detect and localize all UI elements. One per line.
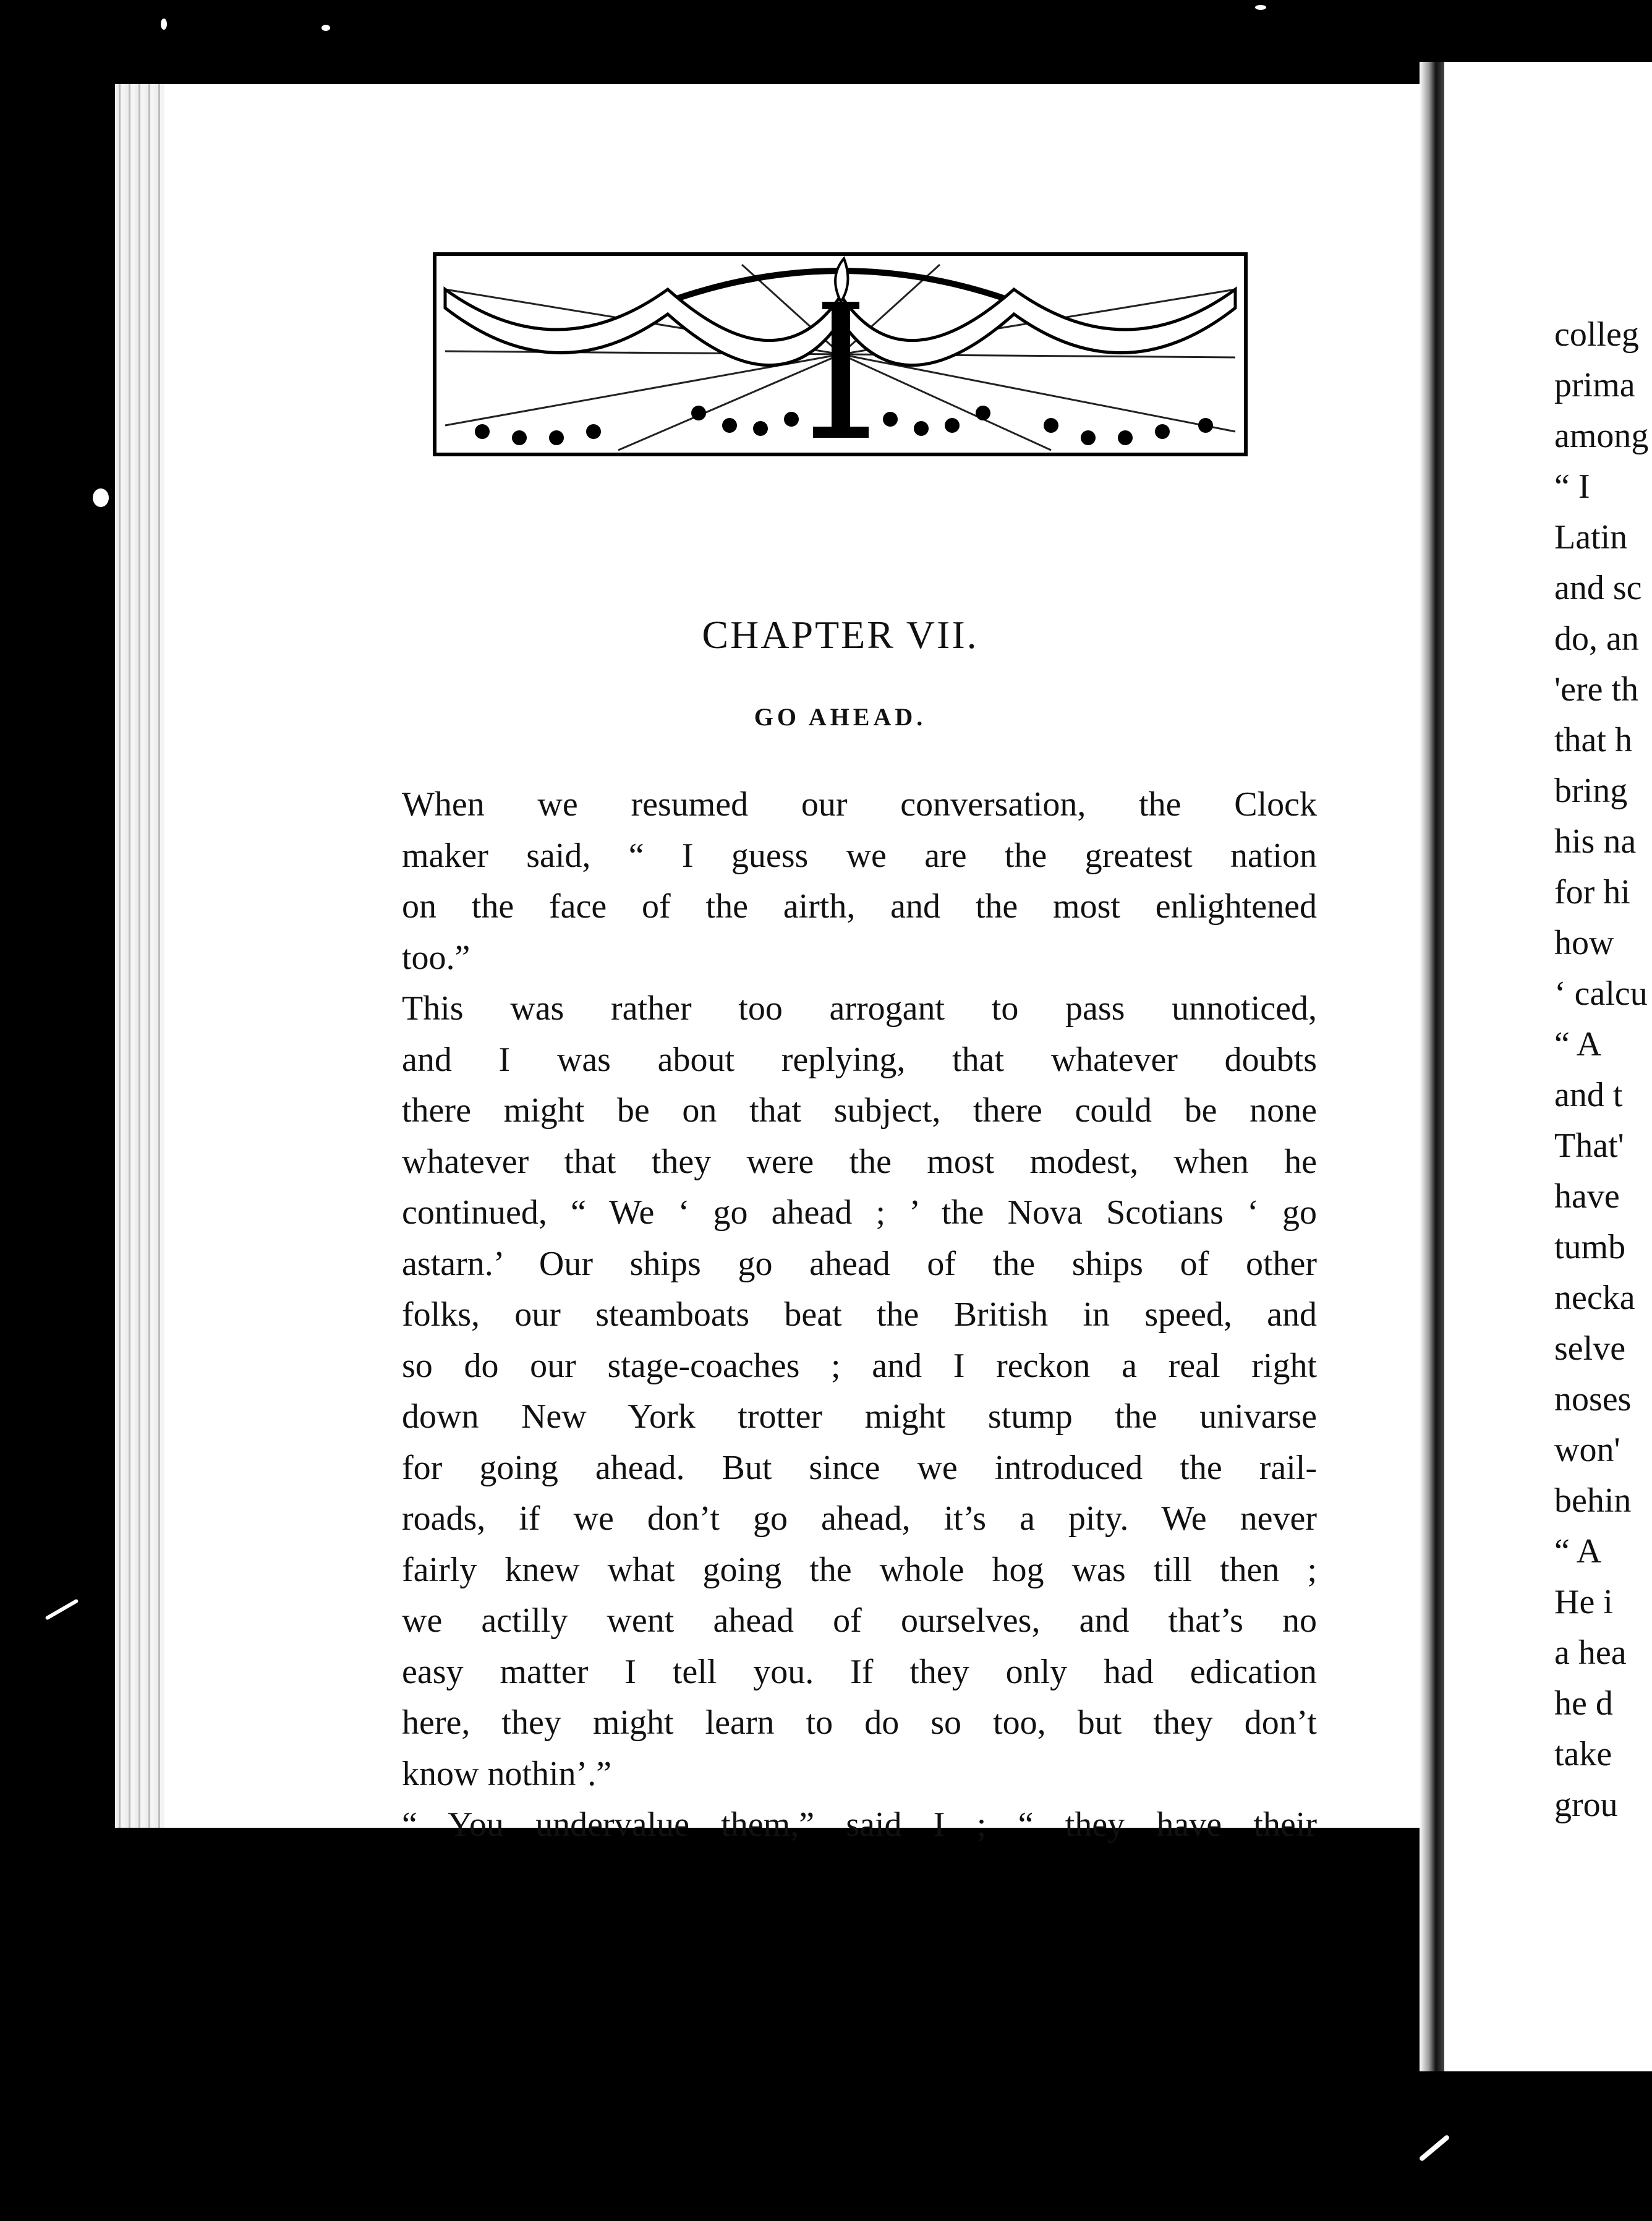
text-fragment: have — [1554, 1177, 1620, 1216]
text-fragment: necka — [1554, 1279, 1635, 1317]
chapter-subtitle: GO AHEAD. — [754, 703, 927, 731]
scan-speck — [45, 1598, 79, 1620]
text-line: fairly knew what going the whole hog was till then ; — [402, 1550, 1317, 1589]
text-line: “ You undervalue them,” said I ; “ they have their — [402, 1805, 1317, 1844]
text-fragment: 'ere th — [1554, 670, 1639, 709]
text-line: roads, if we don’t go ahead, it’s a pity. We never — [402, 1499, 1317, 1538]
text-fragment: “ I — [1554, 467, 1590, 506]
text-fragment: “ A — [1554, 1025, 1602, 1064]
text-fragment: that h — [1554, 721, 1632, 759]
text-fragment: among — [1554, 417, 1649, 455]
scan-speck — [321, 25, 330, 31]
text-fragment: bring — [1554, 772, 1628, 810]
text-fragment: tumb — [1554, 1228, 1626, 1266]
text-fragment: and sc — [1554, 569, 1642, 607]
text-line: and I was about replying, that whatever doubts — [402, 1040, 1317, 1079]
text-line: too.” — [402, 938, 470, 977]
scan-speck — [1255, 5, 1266, 10]
text-line: easy matter I tell you. If they only had edication — [402, 1652, 1317, 1691]
text-fragment: He i — [1554, 1583, 1613, 1621]
right-page-text-fragments — [1554, 309, 1652, 1830]
text-line: astarn.’ Our ships go ahead of the ships of other — [402, 1244, 1317, 1283]
chapter-title: CHAPTER VII. — [702, 613, 979, 657]
text-line: for going ahead. But since we introduced the rail- — [402, 1448, 1317, 1487]
text-fragment: a hea — [1554, 1634, 1627, 1672]
text-line: know nothin’.” — [402, 1754, 612, 1793]
text-fragment: ‘ calcu — [1554, 974, 1648, 1013]
paragraph-2 — [402, 983, 1317, 1799]
paragraph-3 — [402, 1799, 1317, 1851]
text-fragment: behin — [1554, 1481, 1632, 1520]
text-fragment: his na — [1554, 822, 1637, 861]
book-gutter — [1420, 62, 1447, 2071]
text-line: When we resumed our conversation, the Clock — [402, 785, 1317, 824]
text-line: we actilly went ahead of ourselves, and that’s no — [402, 1601, 1317, 1640]
text-fragment: selve — [1554, 1329, 1626, 1368]
text-fragment: how — [1554, 924, 1614, 962]
text-line: folks, our steamboats beat the British in speed, and — [402, 1295, 1317, 1334]
text-fragment: he d — [1554, 1684, 1613, 1723]
text-line: down New York trotter might stump the univarse — [402, 1397, 1317, 1436]
text-fragment: take — [1554, 1735, 1612, 1773]
text-line: This was rather too arrogant to pass unnoticed, — [402, 989, 1317, 1028]
text-line: there might be on that subject, there could be none — [402, 1091, 1317, 1130]
text-line: so do our stage-coaches ; and I reckon a real right — [402, 1346, 1317, 1385]
text-line: maker said, “ I guess we are the greatest nation — [402, 836, 1317, 875]
text-fragment: Latin — [1554, 518, 1628, 556]
scan-speck — [93, 488, 109, 507]
text-fragment: “ A — [1554, 1532, 1602, 1571]
text-fragment: won' — [1554, 1431, 1620, 1469]
scan-speck — [161, 19, 167, 30]
scan-speck — [1418, 2134, 1450, 2162]
page-edge-stack — [115, 84, 164, 1828]
text-fragment: and t — [1554, 1076, 1623, 1114]
text-line: on the face of the airth, and the most enlightened — [402, 887, 1317, 926]
text-fragment: do, an — [1554, 620, 1639, 658]
drapery-headpiece-illustration — [433, 252, 1248, 456]
text-fragment: That' — [1554, 1127, 1624, 1165]
text-fragment: noses — [1554, 1380, 1632, 1418]
text-line: whatever that they were the most modest, when he — [402, 1142, 1317, 1181]
text-fragment: colleg — [1554, 315, 1639, 354]
text-fragment: prima — [1554, 366, 1635, 404]
text-fragment: grou — [1554, 1786, 1618, 1824]
text-line: here, they might learn to do so too, but they don’t — [402, 1703, 1317, 1742]
text-line: continued, “ We ‘ go ahead ; ’ the Nova Scotians ‘ go — [402, 1193, 1317, 1232]
paragraph-1 — [402, 779, 1317, 983]
text-fragment: for hi — [1554, 873, 1630, 911]
